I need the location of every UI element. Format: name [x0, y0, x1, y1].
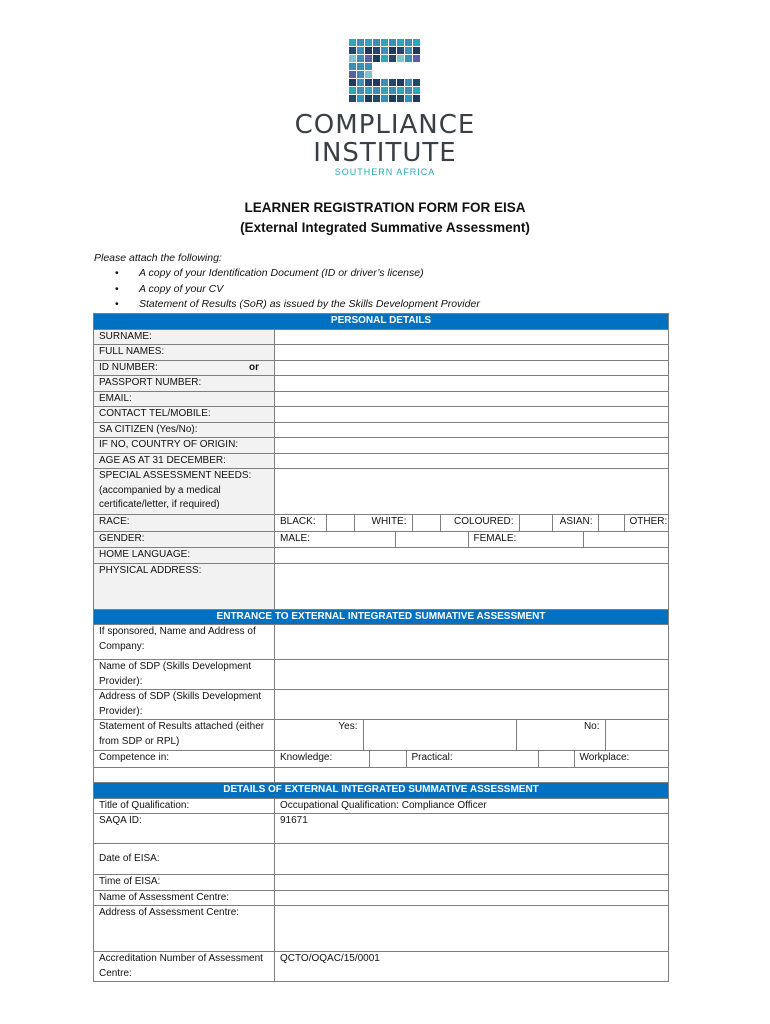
logo-mosaic-tile	[373, 79, 380, 86]
logo-mosaic-tile	[397, 39, 404, 46]
knowledge-box[interactable]	[369, 751, 406, 767]
logo-mosaic-tile	[365, 71, 372, 78]
logo-mosaic-tile	[413, 95, 420, 102]
email-label: EMAIL:	[94, 391, 275, 407]
logo-mosaic-tile	[365, 47, 372, 54]
logo-mosaic-tile	[349, 63, 356, 70]
sdp-name-field[interactable]	[275, 660, 669, 690]
special-needs-label: SPECIAL ASSESSMENT NEEDS: (accompanied by a medical certificate/letter, if required)	[94, 469, 275, 515]
logo-mosaic-tile	[357, 95, 364, 102]
id-number-label: ID NUMBER:	[99, 361, 158, 373]
logo-mosaic-tile	[381, 39, 388, 46]
centre-name-field[interactable]	[275, 890, 669, 906]
id-number-label-cell	[94, 360, 275, 376]
logo-mosaic-tile	[373, 47, 380, 54]
passport-field[interactable]	[275, 376, 669, 392]
logo-mosaic-tile	[389, 55, 396, 62]
logo-mosaic-tile	[349, 71, 356, 78]
email-field[interactable]	[275, 391, 669, 407]
race-other-label: OTHER:	[629, 516, 668, 527]
logo-mosaic-tile	[349, 87, 356, 94]
logo-mosaic-tile	[373, 55, 380, 62]
workplace-label: Workplace:	[579, 752, 630, 763]
attachment-item-sor: • Statement of Results (SoR) as issued by the Skills Development Provider	[112, 298, 480, 314]
logo-mosaic-tile	[381, 95, 388, 102]
logo-mosaic-tile	[357, 71, 364, 78]
centre-address-label: Address of Assessment Centre:	[94, 906, 275, 952]
home-language-field[interactable]	[275, 548, 669, 564]
time-label: Time of EISA:	[94, 875, 275, 891]
sdp-name-label: Name of SDP (Skills Development Provider):	[94, 660, 275, 690]
logo-mosaic-tile	[397, 55, 404, 62]
logo-mosaic-tile	[397, 87, 404, 94]
age-label: AGE AS AT 31 DECEMBER:	[94, 453, 275, 469]
home-language-label: HOME LANGUAGE:	[94, 548, 275, 564]
logo-mosaic-tile	[365, 95, 372, 102]
logo-mosaic-tile	[357, 55, 364, 62]
race-label: RACE:	[94, 515, 275, 532]
logo-mosaic-tile	[397, 79, 404, 86]
logo-mosaic-tile	[389, 87, 396, 94]
logo-mosaic-tile	[397, 47, 404, 54]
logo-mosaic-tile	[405, 55, 412, 62]
race-white-label: WHITE:	[354, 515, 412, 531]
logo-mosaic-tile	[365, 55, 372, 62]
section-personal-details: PERSONAL DETAILS	[94, 314, 669, 330]
logo-mosaic-tile	[389, 79, 396, 86]
saqa-value: 91671	[275, 814, 669, 844]
logo-mosaic-tile	[405, 87, 412, 94]
logo-mosaic-tile	[365, 63, 372, 70]
sor-no-box[interactable]	[605, 720, 669, 750]
sor-options	[275, 720, 669, 751]
attachment-item-id: • A copy of your Identification Document (ID or driver’s license)	[112, 267, 480, 283]
logo-mosaic-tile	[349, 55, 356, 62]
logo-mosaic-tile	[349, 47, 356, 54]
sor-yes-label: Yes:	[275, 720, 363, 750]
special-needs-field[interactable]	[275, 469, 669, 515]
logo-mosaic-tile	[413, 39, 420, 46]
logo-text-southern-africa: SOUTHERN AFRICA	[334, 167, 436, 177]
centre-address-field[interactable]	[275, 906, 669, 952]
logo-mosaic-tile	[413, 79, 420, 86]
sor-no-label: No:	[516, 720, 605, 750]
id-number-field[interactable]	[275, 360, 669, 376]
full-names-label: FULL NAMES:	[94, 345, 275, 361]
race-coloured-label: COLOURED:	[440, 515, 519, 531]
logo-mosaic-tile	[389, 47, 396, 54]
logo-mosaic-tile	[365, 39, 372, 46]
accreditation-label: Accreditation Number of Assessment Centre:	[94, 952, 275, 982]
logo-text-institute: INSTITUTE	[313, 138, 457, 168]
gender-label: GENDER:	[94, 531, 275, 548]
logo-mosaic-tile	[373, 87, 380, 94]
or-text: or	[249, 361, 259, 373]
centre-name-label: Name of Assessment Centre:	[94, 890, 275, 906]
logo-mosaic-tile	[357, 79, 364, 86]
competence-label: Competence in:	[94, 751, 275, 768]
contact-label: CONTACT TEL/MOBILE:	[94, 407, 275, 423]
blank-cell-right	[275, 767, 669, 783]
section-details: DETAILS OF EXTERNAL INTEGRATED SUMMATIVE ASSESSMENT	[94, 783, 669, 799]
race-white-box[interactable]	[412, 515, 440, 531]
form-title: LEARNER REGISTRATION FORM FOR EISA	[244, 200, 526, 215]
gender-male-box[interactable]	[395, 532, 468, 548]
logo-mosaic-tile	[381, 79, 388, 86]
blank-cell-left	[94, 767, 275, 783]
age-field[interactable]	[275, 453, 669, 469]
practical-box[interactable]	[538, 751, 574, 767]
logo-mosaic-tile	[397, 95, 404, 102]
logo-text-compliance: COMPLIANCE	[294, 110, 476, 140]
logo-mosaic-tile	[405, 95, 412, 102]
accreditation-value: QCTO/OQAC/15/0001	[275, 952, 669, 982]
practical-label: Practical:	[406, 751, 538, 767]
time-field[interactable]	[275, 875, 669, 891]
attachment-instructions: Please attach the following:	[94, 252, 222, 264]
sa-citizen-field[interactable]	[275, 422, 669, 438]
form-subtitle: (External Integrated Summative Assessment)	[240, 220, 530, 235]
logo-mosaic-tile	[389, 39, 396, 46]
logo-mosaic-tile	[405, 47, 412, 54]
surname-field[interactable]	[275, 329, 669, 345]
logo-mosaic-tile	[365, 87, 372, 94]
logo-mosaic-tile	[349, 39, 356, 46]
physical-address-field[interactable]	[275, 563, 669, 609]
logo-mosaic-tile	[381, 55, 388, 62]
logo-mosaic-tile	[357, 47, 364, 54]
surname-label: SURNAME:	[94, 329, 275, 345]
logo-mosaic-tile	[357, 39, 364, 46]
attachment-list	[112, 267, 480, 314]
country-label: IF NO, COUNTRY OF ORIGIN:	[94, 438, 275, 454]
sor-yes-box[interactable]	[363, 720, 516, 750]
race-asian-label: ASIAN:	[552, 515, 598, 531]
sdp-address-field[interactable]	[275, 690, 669, 720]
gender-options	[275, 531, 669, 548]
gender-male-label: MALE:	[275, 532, 395, 548]
logo-mosaic-tile	[381, 87, 388, 94]
section-entrance: ENTRANCE TO EXTERNAL INTEGRATED SUMMATIVE ASSESSMENT	[94, 609, 669, 625]
gender-female-box[interactable]	[583, 532, 669, 548]
race-asian-box[interactable]	[598, 515, 624, 531]
attachment-item-cv: • A copy of your CV	[112, 283, 480, 299]
physical-address-label: PHYSICAL ADDRESS:	[94, 563, 275, 609]
logo-mosaic-tile	[413, 55, 420, 62]
knowledge-label: Knowledge:	[275, 751, 369, 767]
logo-mosaic-tile	[373, 39, 380, 46]
sdp-address-label: Address of SDP (Skills Development Provider):	[94, 690, 275, 720]
race-options	[275, 515, 669, 532]
logo-mosaic-tile	[413, 87, 420, 94]
saqa-label: SAQA ID:	[94, 814, 275, 844]
logo-mosaic-tile	[405, 39, 412, 46]
date-label: Date of EISA:	[94, 844, 275, 875]
sponsored-label: If sponsored, Name and Address of Company:	[94, 625, 275, 660]
logo-mosaic-tile	[389, 95, 396, 102]
full-names-field[interactable]	[275, 345, 669, 361]
sor-label: Statement of Results attached (either from SDP or RPL)	[94, 720, 275, 751]
gender-female-label: FEMALE:	[468, 532, 583, 548]
date-field[interactable]	[275, 844, 669, 875]
qualification-label: Title of Qualification:	[94, 798, 275, 814]
logo-mosaic-tile	[349, 95, 356, 102]
logo-mosaic-tile	[349, 79, 356, 86]
logo-mosaic-tile	[413, 47, 420, 54]
race-coloured-box[interactable]	[519, 515, 552, 531]
logo-mosaic-tile	[357, 87, 364, 94]
company-logo	[285, 38, 485, 178]
logo-mosaic-tile	[357, 63, 364, 70]
logo-mosaic-tile	[381, 47, 388, 54]
race-black-label: BLACK:	[275, 515, 326, 531]
logo-mosaic-tile	[405, 79, 412, 86]
contact-field[interactable]	[275, 407, 669, 423]
competence-options	[275, 751, 669, 768]
country-field[interactable]	[275, 438, 669, 454]
registration-form-table	[93, 313, 669, 982]
passport-label: PASSPORT NUMBER:	[94, 376, 275, 392]
logo-mosaic-tile	[365, 79, 372, 86]
sponsored-field[interactable]	[275, 625, 669, 660]
qualification-value: Occupational Qualification: Compliance Officer	[275, 798, 669, 814]
logo-mosaic-tile	[373, 95, 380, 102]
sa-citizen-label: SA CITIZEN (Yes/No):	[94, 422, 275, 438]
compliance-c-logo-mark	[347, 38, 423, 104]
race-black-box[interactable]	[326, 515, 354, 531]
